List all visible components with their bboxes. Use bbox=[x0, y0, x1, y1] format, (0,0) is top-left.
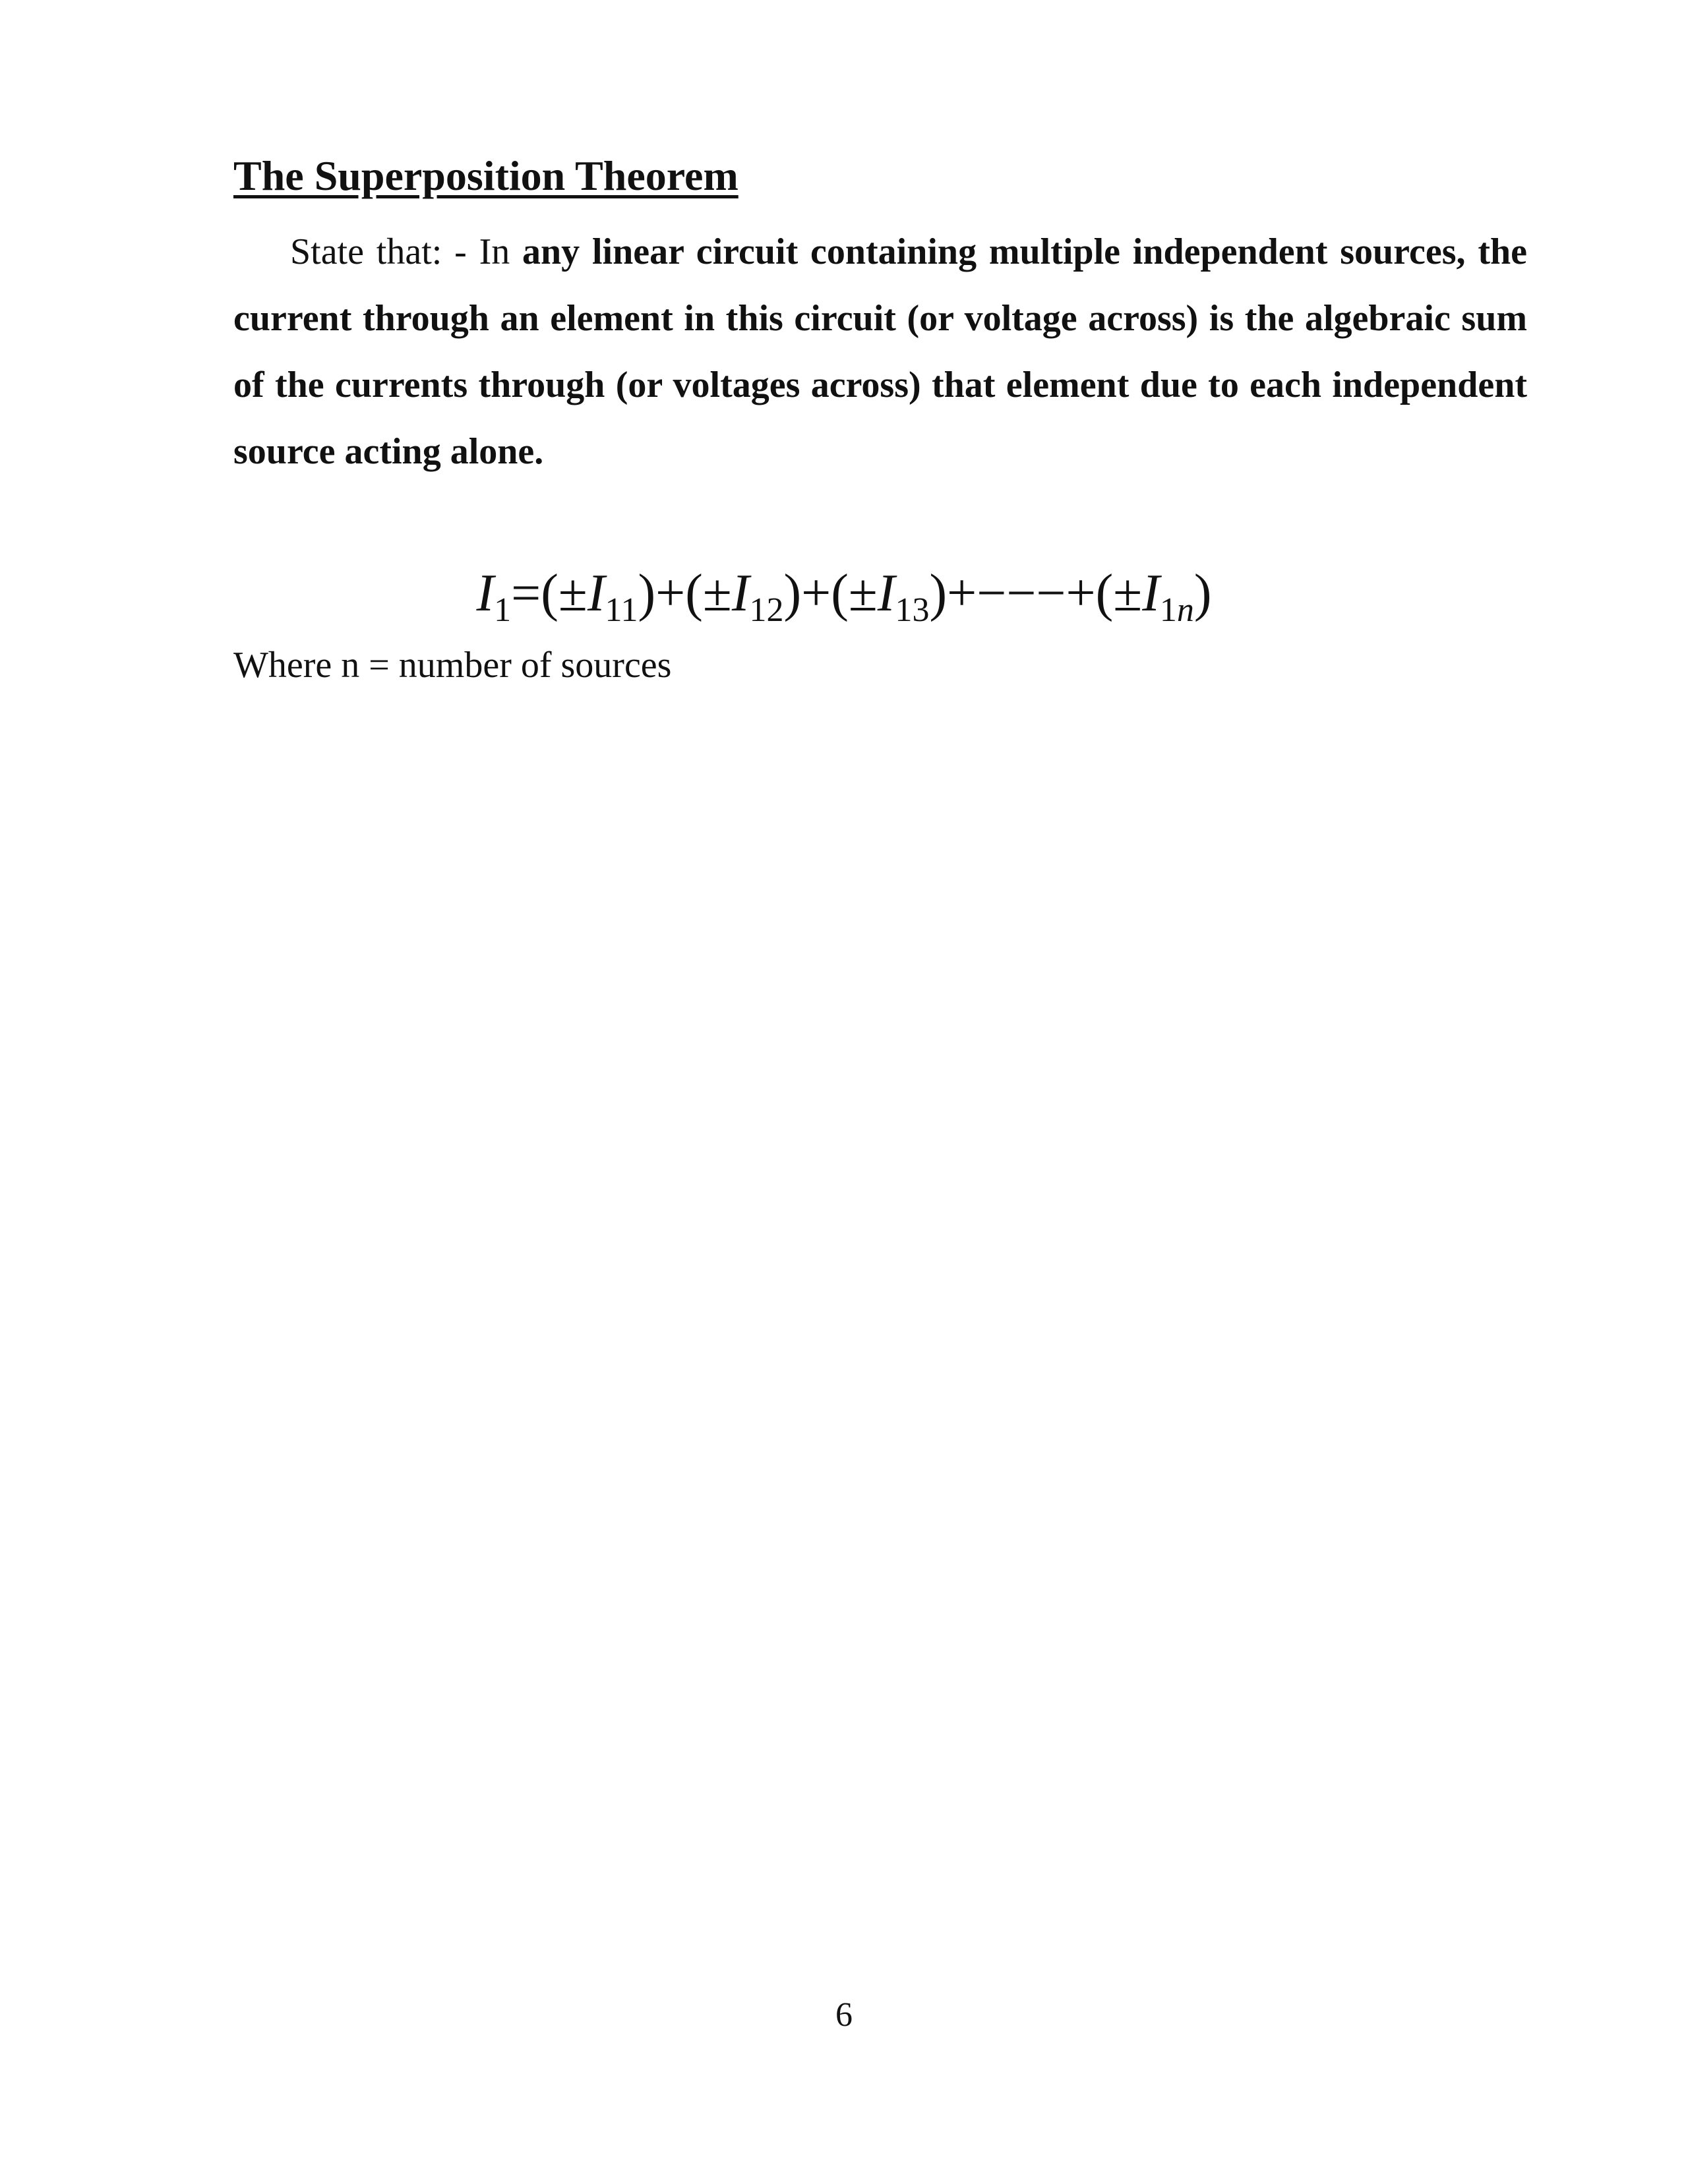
eq-termn-symbol: I bbox=[1142, 564, 1160, 622]
section-heading: The Superposition Theorem bbox=[233, 152, 738, 199]
eq-term1-symbol: I bbox=[587, 564, 605, 622]
eq-close-2: )+(± bbox=[783, 564, 878, 622]
eq-equals: = bbox=[511, 564, 541, 622]
eq-termn-sub bbox=[1160, 591, 1194, 629]
eq-term1-sub: 11 bbox=[605, 591, 638, 629]
theorem-statement bbox=[233, 219, 1527, 485]
eq-open-1: (± bbox=[541, 564, 588, 622]
eq-term3-symbol: I bbox=[877, 564, 895, 622]
eq-termn-sub-num: 1 bbox=[1159, 591, 1177, 629]
eq-termn-sub-var: n bbox=[1176, 591, 1194, 629]
eq-lhs-sub: 1 bbox=[494, 591, 512, 629]
eq-term3-sub: 13 bbox=[895, 591, 930, 629]
statement-body: any linear circuit containing multiple independent sources, the current through an element in this circuit (or voltage across) is the algebraic sum of the currents through (or voltages across) that element due to each independent source acting alone. bbox=[233, 231, 1527, 472]
eq-close-n: ) bbox=[1193, 564, 1212, 622]
eq-close-3: )+−−−+(± bbox=[929, 564, 1143, 622]
page-number: 6 bbox=[835, 1996, 853, 2034]
eq-lhs-symbol: I bbox=[476, 564, 495, 622]
statement-lead: State that: - In bbox=[290, 231, 523, 272]
eq-term2-symbol: I bbox=[731, 564, 750, 622]
where-definition: Where n = number of sources bbox=[233, 645, 672, 686]
superposition-equation bbox=[0, 562, 1688, 629]
eq-close-1: )+(± bbox=[638, 564, 732, 622]
eq-term2-sub: 12 bbox=[749, 591, 784, 629]
